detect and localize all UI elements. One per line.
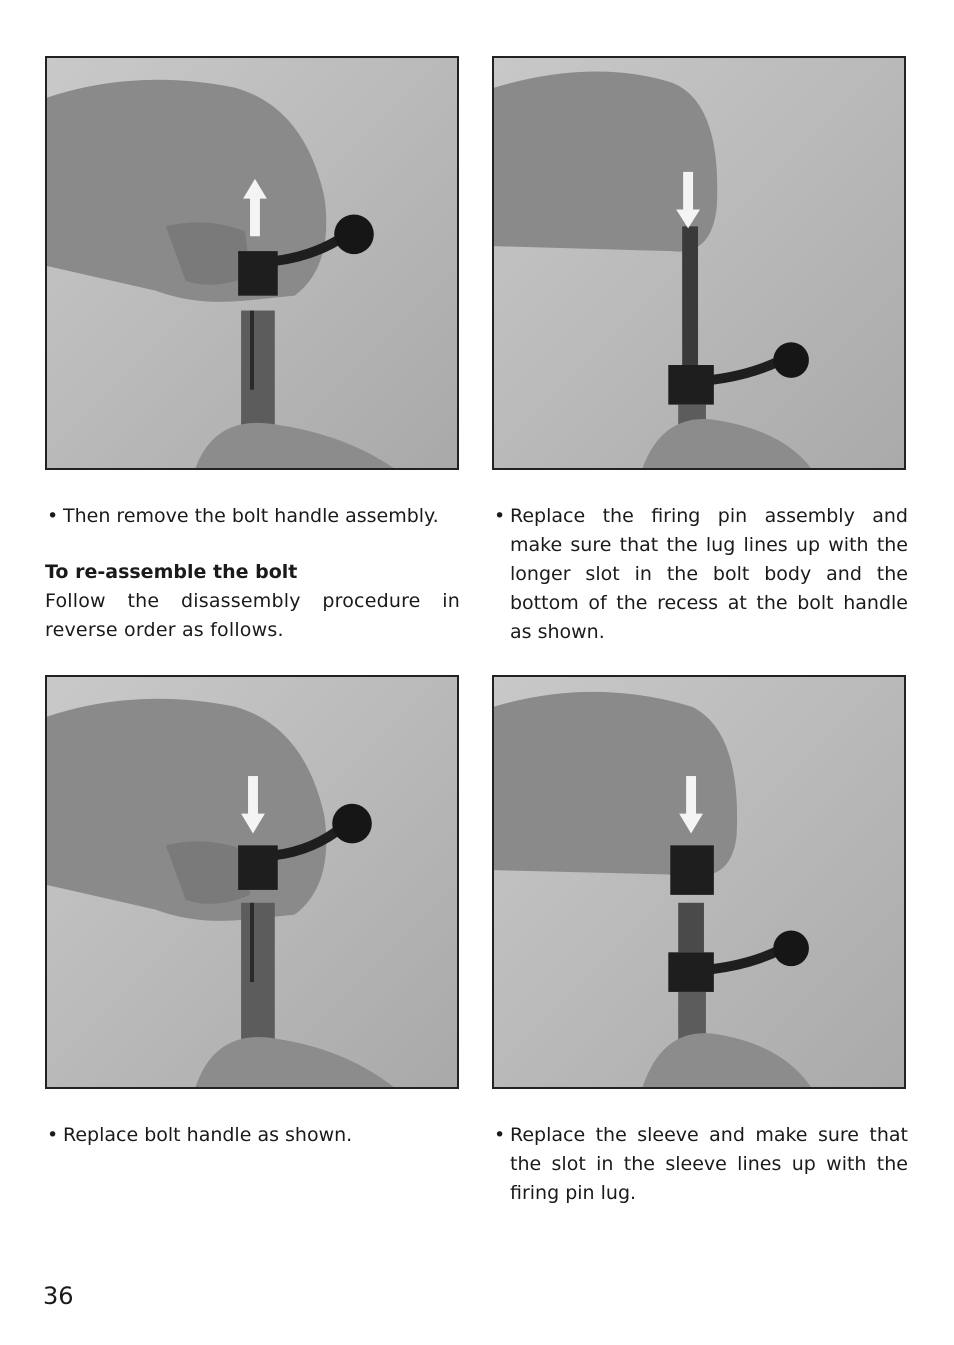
photo-replace-sleeve-illustration xyxy=(494,677,904,1087)
bullet: • xyxy=(494,505,506,527)
caption-replace-sleeve xyxy=(494,1121,908,1208)
caption-replace-bolt-handle xyxy=(47,1121,459,1150)
photo-remove-bolt-handle xyxy=(45,56,459,470)
section-body: Follow the disassembly procedure in reverse order as follows. xyxy=(45,590,460,641)
caption-text: Then remove the bolt handle assembly. xyxy=(63,505,439,527)
bullet: • xyxy=(47,505,59,527)
photo-replace-firing-pin xyxy=(492,56,906,470)
photo-replace-firing-pin-illustration xyxy=(494,58,904,468)
caption-text: Replace the firing pin assembly and make sure that the lug lines up with the longer slot in the bolt body and the bottom of the recess at the bolt handle as shown. xyxy=(510,505,908,643)
photo-replace-bolt-handle xyxy=(45,675,459,1089)
photo-replace-bolt-handle-illustration xyxy=(47,677,457,1087)
section-heading: To re-assemble the bolt xyxy=(45,561,298,583)
photo-remove-bolt-handle-illustration xyxy=(47,58,457,468)
caption-replace-firing-pin xyxy=(494,502,908,647)
photo-replace-sleeve xyxy=(492,675,906,1089)
reassemble-section xyxy=(45,558,460,645)
caption-remove-bolt-handle xyxy=(47,502,459,531)
page-number: 36 xyxy=(43,1282,74,1310)
caption-text: Replace the sleeve and make sure that the slot in the sleeve lines up with the firing pin lug. xyxy=(510,1124,908,1204)
bullet: • xyxy=(47,1124,59,1146)
bullet: • xyxy=(494,1124,506,1146)
caption-text: Replace bolt handle as shown. xyxy=(63,1124,353,1146)
